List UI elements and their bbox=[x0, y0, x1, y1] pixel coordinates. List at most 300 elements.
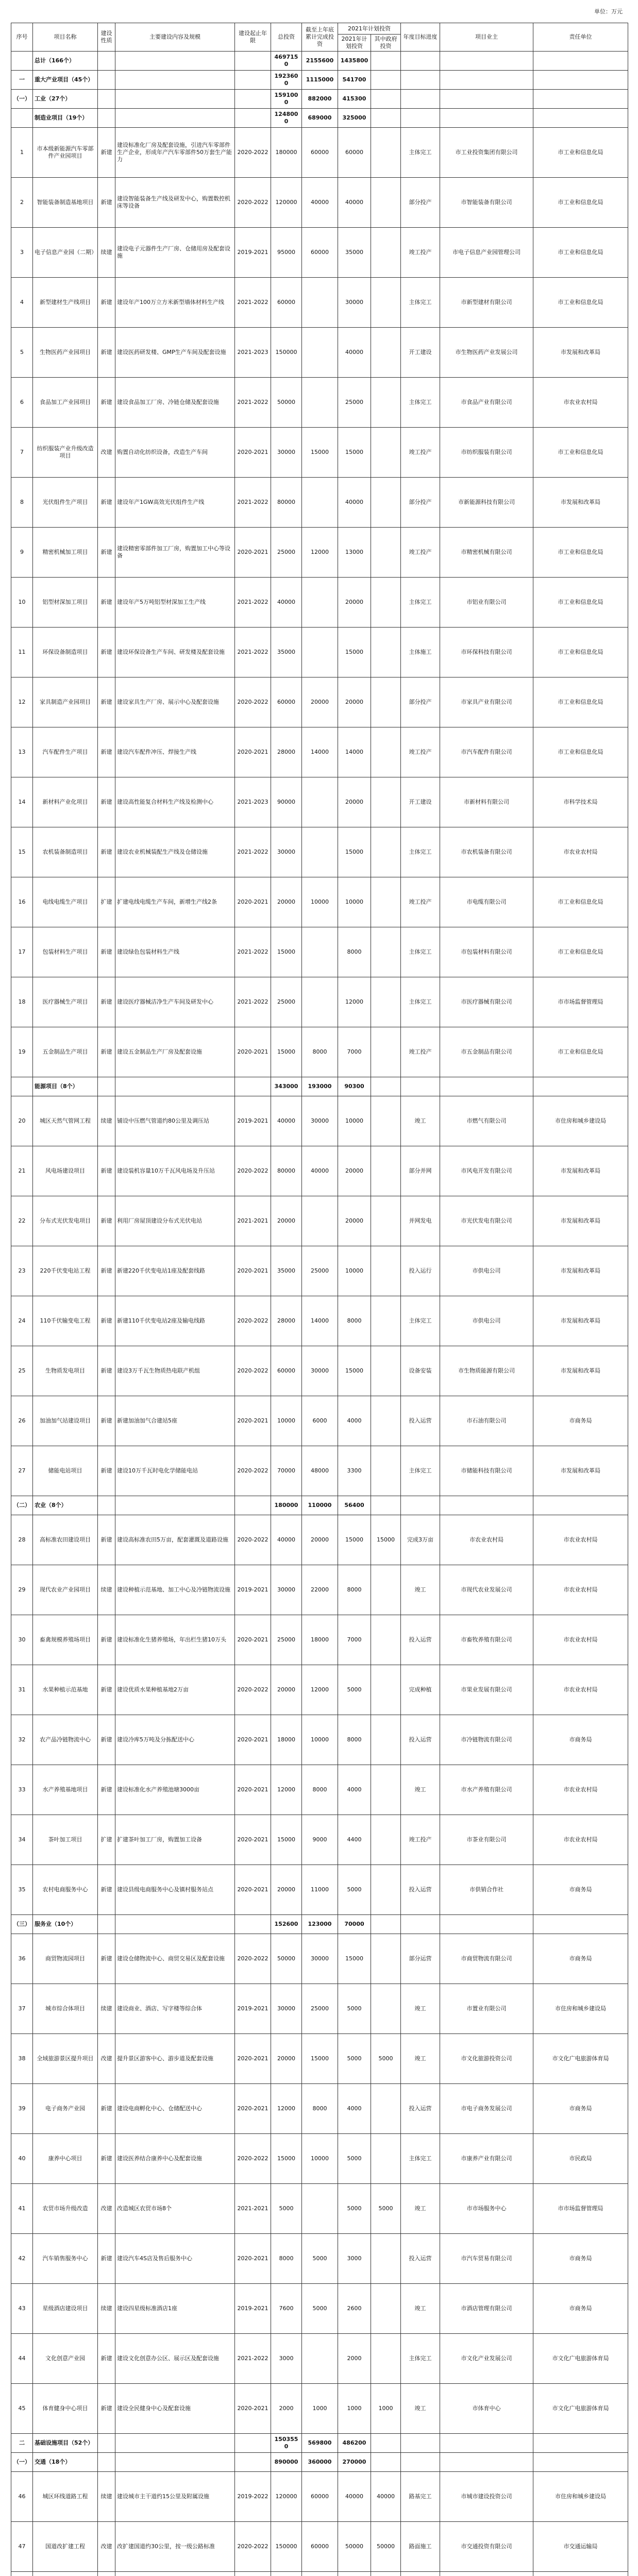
row-seq: 二 bbox=[11, 2434, 33, 2453]
row-name: 农业（8个） bbox=[33, 1496, 98, 1515]
row-progress: 部分并网 bbox=[401, 1146, 440, 1196]
row-period: 2020-2022 bbox=[235, 677, 271, 727]
row-period: 2020-2021 bbox=[235, 1765, 271, 1815]
row-period: 2020-2022 bbox=[235, 1146, 271, 1196]
row-plan: 4400 bbox=[338, 1815, 371, 1865]
row-gov bbox=[371, 2084, 401, 2134]
row-progress: 主体完工 bbox=[401, 128, 440, 178]
row-progress: 主体完工 bbox=[401, 2334, 440, 2384]
row-content: 建设年产5万吨铝型材深加工生产线 bbox=[115, 578, 235, 628]
row-period: 2020-2021 bbox=[235, 428, 271, 478]
row-owner: 市智能装备有限公司 bbox=[440, 178, 533, 228]
row-done: 12000 bbox=[302, 1665, 338, 1715]
row-content: 建设五金制品生产厂房及配套设施 bbox=[115, 1027, 235, 1077]
row-content: 新建220千伏变电站1座及配套线路 bbox=[115, 1246, 235, 1296]
row-plan: 20000 bbox=[338, 1196, 371, 1246]
row-period: 2021-2021 bbox=[235, 1196, 271, 1246]
row-content: 建设食品加工厂房、冷链仓储及配套设施 bbox=[115, 378, 235, 428]
row-dept bbox=[533, 1915, 628, 1934]
row-name: 文化创意产业园 bbox=[33, 2334, 98, 2384]
row-period: 2021-2023 bbox=[235, 777, 271, 827]
row-plan: 5000 bbox=[338, 2184, 371, 2234]
row-period bbox=[235, 1915, 271, 1934]
table-row bbox=[11, 877, 628, 927]
row-content: 建设10万千瓦时电化学储能电站 bbox=[115, 1446, 235, 1496]
row-gov bbox=[371, 328, 401, 378]
row-dept: 市文化广电旅游体育局 bbox=[533, 2384, 628, 2434]
row-seq: 9 bbox=[11, 528, 33, 578]
row-dept: 市市场监督管理局 bbox=[533, 977, 628, 1027]
row-period bbox=[235, 2434, 271, 2453]
row-seq: 44 bbox=[11, 2334, 33, 2384]
row-owner bbox=[440, 1496, 533, 1515]
subsection-row bbox=[11, 1496, 628, 1515]
row-name: 交通（18个） bbox=[33, 2453, 98, 2472]
row-done: 9000 bbox=[302, 1815, 338, 1865]
table-row bbox=[11, 378, 628, 428]
subsection-row bbox=[11, 1077, 628, 1096]
table-row bbox=[11, 1815, 628, 1865]
row-gov bbox=[371, 1077, 401, 1096]
row-dept: 市商务局 bbox=[533, 2234, 628, 2284]
row-seq: 38 bbox=[11, 2034, 33, 2084]
row-done: 10000 bbox=[302, 877, 338, 927]
row-plan: 1435800 bbox=[338, 52, 371, 71]
table-row bbox=[11, 2034, 628, 2084]
row-owner: 市新能源科技有限公司 bbox=[440, 478, 533, 528]
row-gov bbox=[371, 927, 401, 977]
row-seq: 32 bbox=[11, 1715, 33, 1765]
row-plan: 7000 bbox=[338, 1615, 371, 1665]
row-owner bbox=[440, 2453, 533, 2472]
row-period bbox=[235, 2453, 271, 2472]
row-seq: 46 bbox=[11, 2472, 33, 2522]
row-plan: 5000 bbox=[338, 1984, 371, 2034]
row-nature bbox=[98, 71, 115, 90]
row-plan: 5000 bbox=[338, 2034, 371, 2084]
row-seq: 27 bbox=[11, 1446, 33, 1496]
row-gov bbox=[371, 1615, 401, 1665]
row-seq: 10 bbox=[11, 578, 33, 628]
row-content: 建设标准化水产养殖池塘3000亩 bbox=[115, 1765, 235, 1815]
row-total: 15000 bbox=[271, 1027, 302, 1077]
row-owner: 市供销合作社 bbox=[440, 1865, 533, 1915]
row-gov bbox=[371, 378, 401, 428]
row-total: 5000 bbox=[271, 2184, 302, 2234]
row-progress: 竣工 bbox=[401, 2384, 440, 2434]
row-seq: 33 bbox=[11, 1765, 33, 1815]
row-owner: 市纺织服装有限公司 bbox=[440, 428, 533, 478]
row-done: 11000 bbox=[302, 1865, 338, 1915]
row-done bbox=[302, 2184, 338, 2234]
row-name: 生物医药产业园项目 bbox=[33, 328, 98, 378]
row-seq: 40 bbox=[11, 2134, 33, 2184]
col-name: 项目名称 bbox=[33, 23, 98, 52]
row-progress bbox=[401, 109, 440, 128]
table-row bbox=[11, 2284, 628, 2334]
table-row bbox=[11, 578, 628, 628]
table-row bbox=[11, 1865, 628, 1915]
row-nature: 新建 bbox=[98, 278, 115, 328]
row-dept: 市工业和信息化局 bbox=[533, 278, 628, 328]
row-total: 7600 bbox=[271, 2284, 302, 2334]
row-seq: 25 bbox=[11, 1346, 33, 1396]
row-progress: 竣工 bbox=[401, 1765, 440, 1815]
row-total: 15000 bbox=[271, 927, 302, 977]
table-row bbox=[11, 228, 628, 278]
row-total: 40000 bbox=[271, 1515, 302, 1565]
row-period: 2021-2022 bbox=[235, 927, 271, 977]
row-progress: 投入运行 bbox=[401, 1246, 440, 1296]
row-content: 建设全民健身中心及配套设施 bbox=[115, 2384, 235, 2434]
row-owner: 市工业投资集团有限公司 bbox=[440, 128, 533, 178]
row-dept: 市工业和信息化局 bbox=[533, 578, 628, 628]
row-plan: 20000 bbox=[338, 677, 371, 727]
row-name: 制造业项目（19个） bbox=[33, 109, 98, 128]
row-name: 光伏组件生产项目 bbox=[33, 478, 98, 528]
row-done: 60000 bbox=[302, 2472, 338, 2522]
row-plan: 14000 bbox=[338, 727, 371, 777]
row-done bbox=[302, 278, 338, 328]
row-name: 电线电缆生产项目 bbox=[33, 877, 98, 927]
row-dept: 市农业农村局 bbox=[533, 827, 628, 877]
row-period: 2020-2021 bbox=[235, 1027, 271, 1077]
row-dept: 市工业和信息化局 bbox=[533, 128, 628, 178]
row-nature: 新建 bbox=[98, 677, 115, 727]
row-total: 1923600 bbox=[271, 71, 302, 90]
row-nature: 新建 bbox=[98, 1765, 115, 1815]
row-content: 扩建电线电缆生产车间，新增生产线2条 bbox=[115, 877, 235, 927]
row-total: 90000 bbox=[271, 777, 302, 827]
row-content bbox=[115, 1496, 235, 1515]
row-done bbox=[302, 2572, 338, 2576]
row-period: 2020-2022 bbox=[235, 1296, 271, 1346]
table-row bbox=[11, 1396, 628, 1446]
row-total: 3000 bbox=[271, 2334, 302, 2384]
row-name: 总计（166个） bbox=[33, 52, 98, 71]
row-gov bbox=[371, 777, 401, 827]
row-dept: 市发展和改革局 bbox=[533, 1246, 628, 1296]
row-done: 30000 bbox=[302, 1346, 338, 1396]
row-gov bbox=[371, 727, 401, 777]
row-total: 30000 bbox=[271, 827, 302, 877]
row-total: 1503550 bbox=[271, 2434, 302, 2453]
row-period: 2020-2022 bbox=[235, 128, 271, 178]
subsection-row bbox=[11, 90, 628, 109]
table-row bbox=[11, 2334, 628, 2384]
row-owner: 市五金制品有限公司 bbox=[440, 1027, 533, 1077]
row-done: 40000 bbox=[302, 1146, 338, 1196]
row-seq: 8 bbox=[11, 478, 33, 528]
row-progress: 竣工投产 bbox=[401, 727, 440, 777]
row-progress: 投入运营 bbox=[401, 1865, 440, 1915]
table-row bbox=[11, 2572, 628, 2576]
row-total: 50000 bbox=[271, 378, 302, 428]
row-total: 2000 bbox=[271, 2384, 302, 2434]
table-row bbox=[11, 677, 628, 727]
row-nature bbox=[98, 1915, 115, 1934]
row-dept: 市工业和信息化局 bbox=[533, 178, 628, 228]
row-content: 建设家具生产厂房、展示中心及配套设施 bbox=[115, 677, 235, 727]
row-nature: 新建 bbox=[98, 1146, 115, 1196]
row-plan: 5000 bbox=[338, 1665, 371, 1715]
row-plan: 8000 bbox=[338, 1296, 371, 1346]
row-seq: 6 bbox=[11, 378, 33, 428]
row-dept: 市农业农村局 bbox=[533, 378, 628, 428]
row-name: 基础设施项目（52个） bbox=[33, 2434, 98, 2453]
row-owner: 市新型建材有限公司 bbox=[440, 278, 533, 328]
row-seq: 39 bbox=[11, 2084, 33, 2134]
row-progress: 竣工 bbox=[401, 2184, 440, 2234]
row-name: 汽车配件生产项目 bbox=[33, 727, 98, 777]
row-content bbox=[115, 52, 235, 71]
row-owner: 市供电公司 bbox=[440, 1296, 533, 1346]
table-row bbox=[11, 2522, 628, 2572]
row-dept: 市工业和信息化局 bbox=[533, 528, 628, 578]
row-total: 890000 bbox=[271, 2453, 302, 2472]
row-owner bbox=[440, 90, 533, 109]
row-seq: （二） bbox=[11, 1496, 33, 1515]
row-owner: 市新材料有限公司 bbox=[440, 777, 533, 827]
row-gov bbox=[371, 2434, 401, 2453]
row-name: 智能装备制造基地项目 bbox=[33, 178, 98, 228]
row-nature: 续建 bbox=[98, 1984, 115, 2034]
row-seq: （一） bbox=[11, 90, 33, 109]
row-content: 建设仓储物流中心、商贸交易区及配套设施 bbox=[115, 1934, 235, 1984]
row-gov bbox=[371, 2572, 401, 2576]
row-progress: 竣工投产 bbox=[401, 1815, 440, 1865]
row-progress bbox=[401, 90, 440, 109]
row-seq bbox=[11, 52, 33, 71]
row-done: 193000 bbox=[302, 1077, 338, 1096]
row-content: 建设标准化厂房及配套设施，引进汽车零部件生产企业，形成年产汽车零部件50万套生产能力 bbox=[115, 128, 235, 178]
row-seq: 42 bbox=[11, 2234, 33, 2284]
row-progress: 投入运营 bbox=[401, 2084, 440, 2134]
row-content: 扩建茶叶加工厂房，购置加工设备 bbox=[115, 1815, 235, 1865]
row-nature: 改建 bbox=[98, 2034, 115, 2084]
row-dept: 市市场监督管理局 bbox=[533, 2184, 628, 2234]
row-period: 2019-2021 bbox=[235, 2284, 271, 2334]
row-plan: 8000 bbox=[338, 1565, 371, 1615]
row-gov bbox=[371, 1027, 401, 1077]
row-total: 28000 bbox=[271, 1296, 302, 1346]
row-period: 2020-2021 bbox=[235, 1815, 271, 1865]
row-progress: 主体完工 bbox=[401, 278, 440, 328]
row-done: 689000 bbox=[302, 109, 338, 128]
table-row bbox=[11, 2472, 628, 2522]
row-nature: 新建 bbox=[98, 2384, 115, 2434]
row-plan: 10000 bbox=[338, 877, 371, 927]
row-done: 360000 bbox=[302, 2453, 338, 2472]
row-done: 1000 bbox=[302, 2384, 338, 2434]
project-table bbox=[11, 23, 628, 2576]
row-gov: 15000 bbox=[371, 1515, 401, 1565]
row-nature: 新建 bbox=[98, 1346, 115, 1396]
row-owner: 市农业农村局 bbox=[440, 1515, 533, 1565]
row-seq: 22 bbox=[11, 1196, 33, 1246]
row-dept bbox=[533, 1496, 628, 1515]
row-progress bbox=[401, 1496, 440, 1515]
row-period: 2021-2022 bbox=[235, 628, 271, 677]
row-total: 60000 bbox=[271, 1346, 302, 1396]
table-row bbox=[11, 628, 628, 677]
row-name: 电子商务产业园 bbox=[33, 2084, 98, 2134]
row-content: 新建加油加气合建站5座 bbox=[115, 1396, 235, 1446]
row-name: 星级酒店建设项目 bbox=[33, 2284, 98, 2334]
row-dept: 市工业和信息化局 bbox=[533, 877, 628, 927]
row-progress: 主体完工 bbox=[401, 977, 440, 1027]
row-progress: 竣工投产 bbox=[401, 877, 440, 927]
row-owner: 市农机装备有限公司 bbox=[440, 827, 533, 877]
row-plan: 5000 bbox=[338, 1865, 371, 1915]
table-row bbox=[11, 278, 628, 328]
row-total: 28000 bbox=[271, 727, 302, 777]
row-seq: （一） bbox=[11, 2453, 33, 2472]
col-seq: 序号 bbox=[11, 23, 33, 52]
row-nature: 改建 bbox=[98, 428, 115, 478]
row-plan: 2000 bbox=[338, 2334, 371, 2384]
row-dept: 市发展和改革局 bbox=[533, 1296, 628, 1346]
row-dept: 市商务局 bbox=[533, 1934, 628, 1984]
section-row bbox=[11, 2434, 628, 2453]
row-done: 10000 bbox=[302, 2134, 338, 2184]
row-progress: 部分运营 bbox=[401, 1934, 440, 1984]
row-owner: 市精密机械有限公司 bbox=[440, 528, 533, 578]
row-seq bbox=[11, 2572, 33, 2576]
row-seq: 11 bbox=[11, 628, 33, 677]
row-period: 2019-2021 bbox=[235, 228, 271, 278]
row-period: 2021-2021 bbox=[235, 2184, 271, 2234]
row-owner: 市市场服务中心 bbox=[440, 2184, 533, 2234]
row-dept: 市农业农村局 bbox=[533, 1815, 628, 1865]
row-period: 2020-2022 bbox=[235, 2134, 271, 2184]
row-nature: 新建 bbox=[98, 128, 115, 178]
row-progress: 投入运营 bbox=[401, 1396, 440, 1446]
row-name: 医疗器械生产项目 bbox=[33, 977, 98, 1027]
row-plan: 541700 bbox=[338, 71, 371, 90]
row-nature bbox=[98, 2572, 115, 2576]
row-period: 2020-2021 bbox=[235, 528, 271, 578]
row-gov bbox=[371, 2284, 401, 2334]
row-content: 建设汽车配件冲压、焊接生产线 bbox=[115, 727, 235, 777]
row-total: 30000 bbox=[271, 1984, 302, 2034]
row-progress: 路基完工 bbox=[401, 2472, 440, 2522]
row-content: 建设医养结合康养中心及配套设施 bbox=[115, 2134, 235, 2184]
row-content: 建设文化创意办公区、展示区及配套设施 bbox=[115, 2334, 235, 2384]
row-nature: 新建 bbox=[98, 777, 115, 827]
col-progress: 年度目标进度 bbox=[401, 23, 440, 52]
row-name: 生物质发电项目 bbox=[33, 1346, 98, 1396]
row-plan: 40000 bbox=[338, 328, 371, 378]
row-content: 建设高性能复合材料生产线及检测中心 bbox=[115, 777, 235, 827]
row-seq: 14 bbox=[11, 777, 33, 827]
row-total: 15000 bbox=[271, 1815, 302, 1865]
table-row bbox=[11, 1027, 628, 1077]
row-dept: 市文化广电旅游体育局 bbox=[533, 2034, 628, 2084]
row-total: 150000 bbox=[271, 2522, 302, 2572]
row-plan: 60000 bbox=[338, 128, 371, 178]
row-nature: 新建 bbox=[98, 1665, 115, 1715]
row-progress: 路面施工 bbox=[401, 2522, 440, 2572]
row-owner: 市光伏发电有限公司 bbox=[440, 1196, 533, 1246]
row-total: 25000 bbox=[271, 977, 302, 1027]
row-name: 家具制造产业园项目 bbox=[33, 677, 98, 727]
row-seq: （三） bbox=[11, 1915, 33, 1934]
row-done: 5000 bbox=[302, 2234, 338, 2284]
table-row bbox=[11, 428, 628, 478]
row-content: 建设年产100万立方米新型墙体材料生产线 bbox=[115, 278, 235, 328]
row-owner: 市康养产业有限公司 bbox=[440, 2134, 533, 2184]
row-done bbox=[302, 378, 338, 428]
row-total: 40000 bbox=[271, 578, 302, 628]
row-progress: 部分投产 bbox=[401, 178, 440, 228]
table-row bbox=[11, 1246, 628, 1296]
row-content: 建设精密零部件加工厂房，购置加工中心等设备 bbox=[115, 528, 235, 578]
row-seq: 15 bbox=[11, 827, 33, 877]
row-dept: 市工业和信息化局 bbox=[533, 428, 628, 478]
row-gov bbox=[371, 90, 401, 109]
row-seq: 16 bbox=[11, 877, 33, 927]
row-seq: 24 bbox=[11, 1296, 33, 1346]
row-total: 25000 bbox=[271, 528, 302, 578]
row-done: 18000 bbox=[302, 1615, 338, 1665]
row-content: 建设年产1GW高效光伏组件生产线 bbox=[115, 478, 235, 528]
row-content: 建设城市主干道约15公里及附属设施 bbox=[115, 2472, 235, 2522]
col-owner: 项目业主 bbox=[440, 23, 533, 52]
row-plan: 7000 bbox=[338, 1027, 371, 1077]
row-nature: 新建 bbox=[98, 1246, 115, 1296]
row-content bbox=[115, 2434, 235, 2453]
row-name: 食品加工产业园项目 bbox=[33, 378, 98, 428]
row-gov: 50000 bbox=[371, 2522, 401, 2572]
row-total bbox=[271, 2572, 302, 2576]
row-total: 60000 bbox=[271, 278, 302, 328]
row-total: 343000 bbox=[271, 1077, 302, 1096]
row-seq: 21 bbox=[11, 1146, 33, 1196]
row-plan: 25000 bbox=[338, 378, 371, 428]
row-total: 10000 bbox=[271, 1396, 302, 1446]
row-progress: 竣工 bbox=[401, 1096, 440, 1146]
row-content: 建设电子元器件生产厂房、仓储用房及配套设施 bbox=[115, 228, 235, 278]
row-dept: 市农业农村局 bbox=[533, 1665, 628, 1715]
row-content: 建设装机容量10万千瓦风电场及升压站 bbox=[115, 1146, 235, 1196]
row-nature: 新建 bbox=[98, 2134, 115, 2184]
row-name: 城市综合体项目 bbox=[33, 1984, 98, 2034]
row-nature: 新建 bbox=[98, 1027, 115, 1077]
row-nature bbox=[98, 2453, 115, 2472]
row-progress: 并网发电 bbox=[401, 1196, 440, 1246]
table-row bbox=[11, 2234, 628, 2284]
row-owner: 市家具产业有限公司 bbox=[440, 677, 533, 727]
row-progress: 主体完工 bbox=[401, 927, 440, 977]
row-dept: 市发展和改革局 bbox=[533, 1346, 628, 1396]
row-content: 购置自动化纺织设备，改造生产车间 bbox=[115, 428, 235, 478]
row-content bbox=[115, 1077, 235, 1096]
row-content: 建设智能装备生产线及研发中心，购置数控机床等设备 bbox=[115, 178, 235, 228]
row-nature: 新建 bbox=[98, 1715, 115, 1765]
row-total: 18000 bbox=[271, 1715, 302, 1765]
row-total: 70000 bbox=[271, 1446, 302, 1496]
row-gov: 5000 bbox=[371, 2184, 401, 2234]
row-content: 建设商业、酒店、写字楼等综合体 bbox=[115, 1984, 235, 2034]
row-name: 五金制品生产项目 bbox=[33, 1027, 98, 1077]
row-name: 城区天然气管网工程 bbox=[33, 1096, 98, 1146]
row-done: 60000 bbox=[302, 228, 338, 278]
row-name: 城区环线道路工程 bbox=[33, 2472, 98, 2522]
row-done: 48000 bbox=[302, 1446, 338, 1496]
row-owner: 市供电公司 bbox=[440, 1246, 533, 1296]
row-total: 12000 bbox=[271, 1765, 302, 1815]
